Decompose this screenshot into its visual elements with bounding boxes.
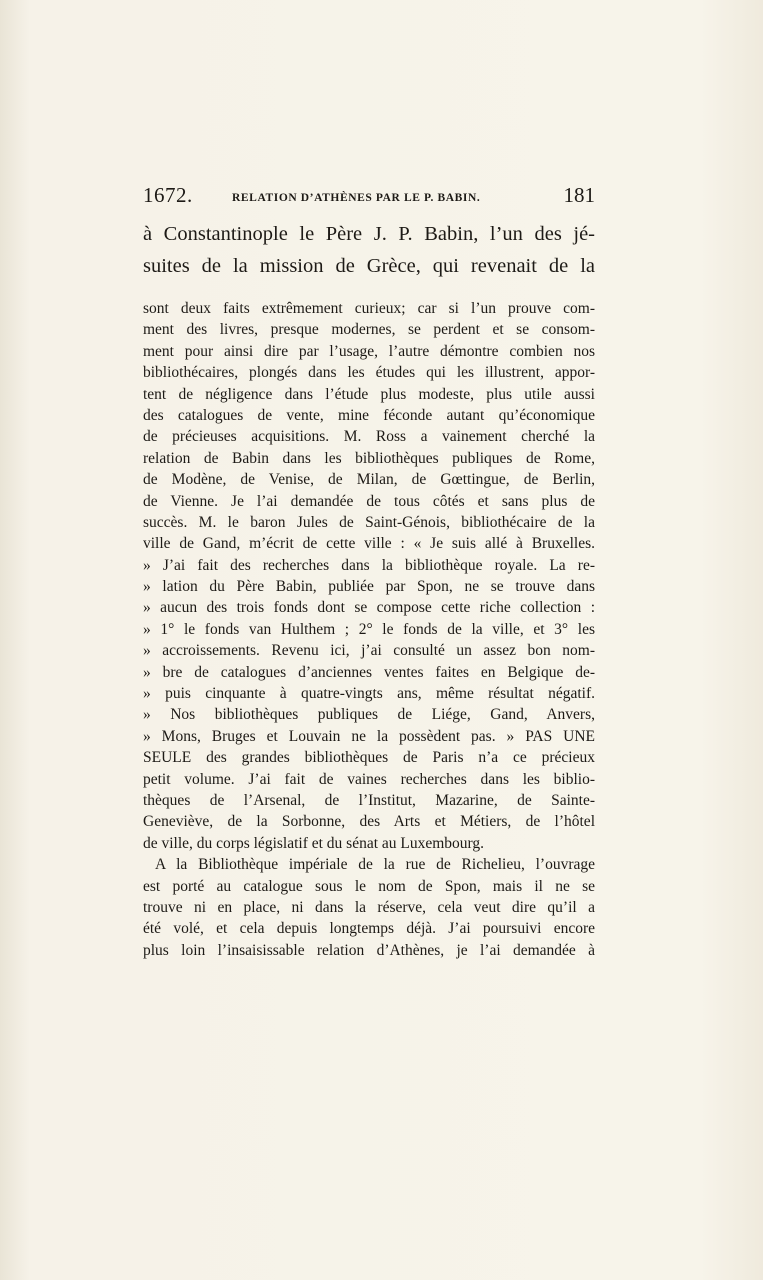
body-line: été volé, et cela depuis longtemps déjà. J’ai poursuivi encore <box>143 920 595 938</box>
body-line: » puis cinquante à quatre-vingts ans, même résultat négatif. <box>143 685 595 703</box>
body-text <box>143 298 595 961</box>
body-line: plus loin l’insaisissable relation d’Athènes, je l’ai demandée à <box>143 941 595 959</box>
body-line: de Vienne. Je l’ai demandée de tous côtés et sans plus de <box>143 492 595 510</box>
body-line: thèques de l’Arsenal, de l’Institut, Mazarine, de Sainte- <box>143 791 595 809</box>
body-line: ville de Gand, m’écrit de cette ville : « Je suis allé à Bruxelles. <box>143 535 595 553</box>
body-line: » lation du Père Babin, publiée par Spon, ne se trouve dans <box>143 578 595 596</box>
body-line: des catalogues de vente, mine féconde autant qu’économique <box>143 406 595 424</box>
body-line: succès. M. le baron Jules de Saint-Génois, bibliothécaire de la <box>143 513 595 531</box>
header-year: 1672. <box>143 183 193 207</box>
body-line: ment pour ainsi dire par l’usage, l’autre démontre combien nos <box>143 342 595 360</box>
body-line: ment des livres, presque modernes, se perdent et se consom- <box>143 321 595 339</box>
lead-line: suites de la mission de Grèce, qui revenait de la <box>143 255 595 277</box>
page-number: 181 <box>563 183 595 207</box>
body-line: » bre de catalogues d’anciennes ventes faites en Belgique de- <box>143 663 595 681</box>
body-line: de précieuses acquisitions. M. Ross a vainement cherché la <box>143 428 595 446</box>
lead-line: à Constantinople le Père J. P. Babin, l’un des jé- <box>143 223 595 245</box>
body-line: » aucun des trois fonds dont se compose cette riche collection : <box>143 599 595 617</box>
body-line: bibliothécaires, plongés dans les études qui les illustrent, appor- <box>143 364 595 382</box>
body-line: A la Bibliothèque impériale de la rue de Richelieu, l’ouvrage <box>155 856 595 874</box>
body-line: tent de négligence dans l’étude plus modeste, plus utile aussi <box>143 385 595 403</box>
running-title: RELATION D’ATHÈNES PAR LE P. BABIN. <box>232 192 481 204</box>
body-line: petit volume. J’ai fait de vaines recherches dans les biblio- <box>143 770 595 788</box>
body-line: Geneviève, de la Sorbonne, des Arts et Métiers, de l’hôtel <box>143 813 595 831</box>
page-header <box>143 183 595 213</box>
body-line: » Mons, Bruges et Louvain ne la possèdent pas. » PAS UNE <box>143 727 595 745</box>
body-line: » 1° le fonds van Hulthem ; 2° le fonds de la ville, et 3° les <box>143 620 595 638</box>
body-line: SEULE des grandes bibliothèques de Paris n’a ce précieux <box>143 749 595 767</box>
lead-paragraph <box>143 218 595 282</box>
body-line: » J’ai fait des recherches dans la bibliothèque royale. La re- <box>143 556 595 574</box>
body-line: trouve ni en place, ni dans la réserve, cela veut dire qu’il a <box>143 898 595 916</box>
body-line: sont deux faits extrêmement curieux; car si l’un prouve com- <box>143 300 595 317</box>
body-line: de Modène, de Venise, de Milan, de Gœttingue, de Berlin, <box>143 471 595 489</box>
body-line: de ville, du corps législatif et du sénat au Luxembourg. <box>143 834 485 852</box>
body-line: est porté au catalogue sous le nom de Spon, mais il ne se <box>143 877 595 895</box>
body-line: » Nos bibliothèques publiques de Liége, Gand, Anvers, <box>143 706 595 724</box>
body-line: » accroissements. Revenu ici, j’ai consulté un assez bon nom- <box>143 642 595 660</box>
body-line: relation de Babin dans les bibliothèques publiques de Rome, <box>143 449 595 467</box>
